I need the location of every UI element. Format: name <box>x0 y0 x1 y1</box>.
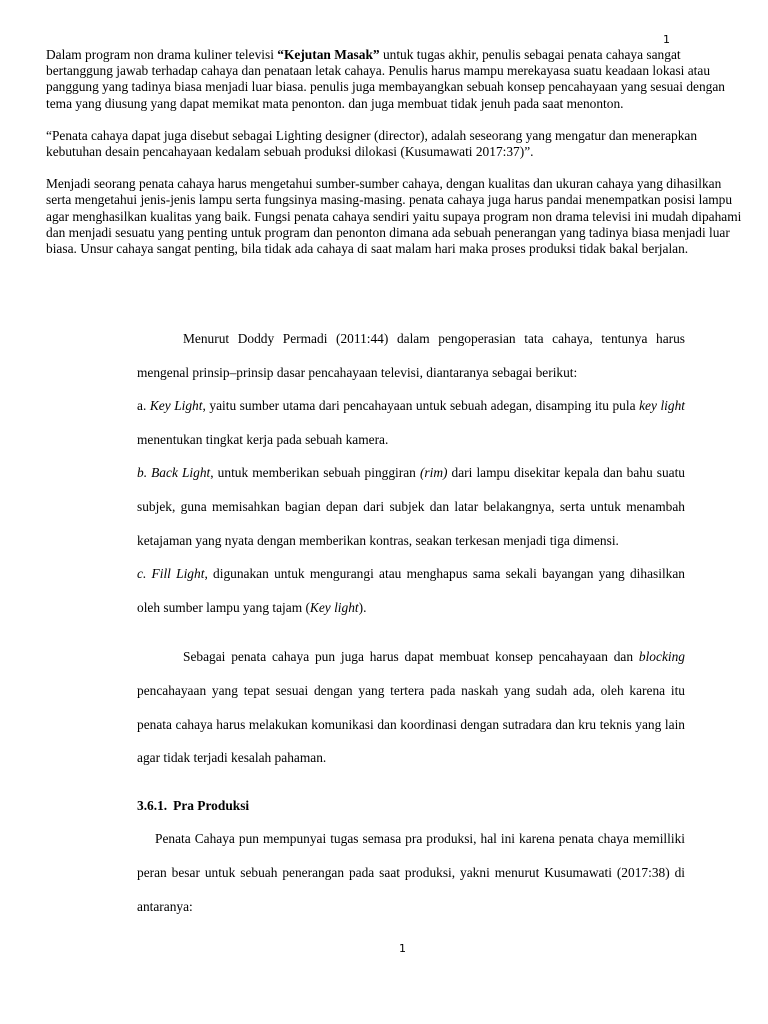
intro-p1-text-b: untuk tugas akhir, penulis sebagai penata cahaya sangat bertanggung jawab terhadap cahaya dan penataan letak cahaya. Penulis harus mampu merekayasa suatu keadaan lokasi atau panggung yang tadinya biasa menjadi luar biasa. penulis juga membayangkan sebuah konsep pencahayaan yang sesuai dengan tema yang diusung yang dapat memikat mata penonton. dan juga membuat tidak jenuh pada saat menonton. <box>46 47 725 111</box>
main-section <box>137 322 685 923</box>
page-number-top: 1 <box>663 33 670 46</box>
term-back-light: b. Back Light <box>137 465 211 481</box>
term-key-light-3: Key light <box>309 599 359 615</box>
main-paragraph-1: Menurut Doddy Permadi (2011:44) dalam pengoperasian tata cahaya, tentunya harus mengenal prinsip–prinsip dasar pencahayaan televisi, diantaranya sebagai berikut: <box>137 331 685 380</box>
term-blocking: blocking <box>638 649 685 665</box>
list-item-b-text-2: dari lampu disekitar kepala dan bahu suatu subjek, guna memisahkan bagian depan dari subjek dan latar belakangnya, serta untuk menambah ketajaman yang nyata dengan memberikan kontras, seakan terkesan menjadi tiga dimensi. <box>137 465 685 548</box>
section-heading-title: Pra Produksi <box>173 797 250 813</box>
intro-paragraph-1 <box>46 47 746 112</box>
intro-paragraph-3: Menjadi seorang penata cahaya harus mengetahui sumber-sumber cahaya, dengan kualitas dan ukuran cahaya yang dihasilkan serta mengetahui jenis-jenis lampu serta fungsinya masing-masing. penata cahaya juga harus pandai menempatkan posisi lampu agar menghasilkan kualitas yang baik. Fungsi penata cahaya sendiri yaitu supaya program non drama televisi ini mudah dipahami dan menjadi sesuatu yang penting untuk program dan penonton dimana ada sebuah penerangan yang tadinya biasa menjadi luar biasa. Unsur cahaya sangat penting, bila tidak ada cahaya di saat malam hari maka proses produksi tidak bakal berjalan. <box>46 176 742 257</box>
list-item-b-text-1: , untuk memberikan sebuah pinggiran <box>210 465 420 481</box>
main-paragraph-2 <box>137 640 685 774</box>
term-key-light: Key Light <box>149 398 203 414</box>
term-fill-light: c. Fill Light <box>137 566 205 582</box>
program-title: “Kejutan Masak” <box>277 47 380 62</box>
intro-p1-text-a: Dalam program non drama kuliner televisi <box>46 47 278 62</box>
term-rim: (rim) <box>419 465 448 481</box>
main-paragraph-3: Penata Cahaya pun mempunyai tugas semasa pra produksi, hal ini karena penata chaya memilliki peran besar untuk sebuah penerangan pada saat produksi, yakni menurut Kusumawati (2017:38) di antaranya: <box>137 831 685 914</box>
list-item-c-text-1: , digunakan untuk mengurangi atau menghapus sama sekali bayangan yang dihasilkan oleh sumber lampu yang tajam ( <box>137 566 686 615</box>
main-p2-text-b: pencahayaan yang tepat sesuai dengan yang tertera pada naskah yang sudah ada, oleh karena itu penata cahaya harus melakukan komunikasi dan koordinasi dengan sutradara dan kru teknis yang lain agar tidak terjadi kesalah pahaman. <box>137 682 685 766</box>
intro-paragraph-2: “Penata cahaya dapat juga disebut sebagai Lighting designer (director), adalah seseorang yang mengatur dan menerapkan kebutuhan desain pencahayaan kedalam sebuah produksi dilokasi (Kusumawati 2017:37)”. <box>46 127 698 160</box>
term-key-light-2: key light <box>639 398 686 414</box>
list-item-c-text-2: ). <box>358 599 367 615</box>
list-item-key-light <box>137 389 685 456</box>
list-item-back-light <box>137 456 685 557</box>
page-number-bottom: 1 <box>399 942 406 955</box>
section-heading-number: 3.6.1. <box>137 797 168 813</box>
list-item-a-text-2: menentukan tingkat kerja pada sebuah kamera. <box>137 431 389 447</box>
intro-section <box>46 47 746 273</box>
section-heading <box>137 789 685 823</box>
list-item-a-text-1: , yaitu sumber utama dari pencahayaan untuk sebuah adegan, disamping itu pula <box>202 398 640 414</box>
list-item-a-prefix: a. <box>137 398 150 414</box>
main-p2-text-a: Sebagai penata cahaya pun juga harus dapat membuat konsep pencahayaan dan <box>183 649 639 665</box>
list-item-fill-light <box>137 557 685 624</box>
